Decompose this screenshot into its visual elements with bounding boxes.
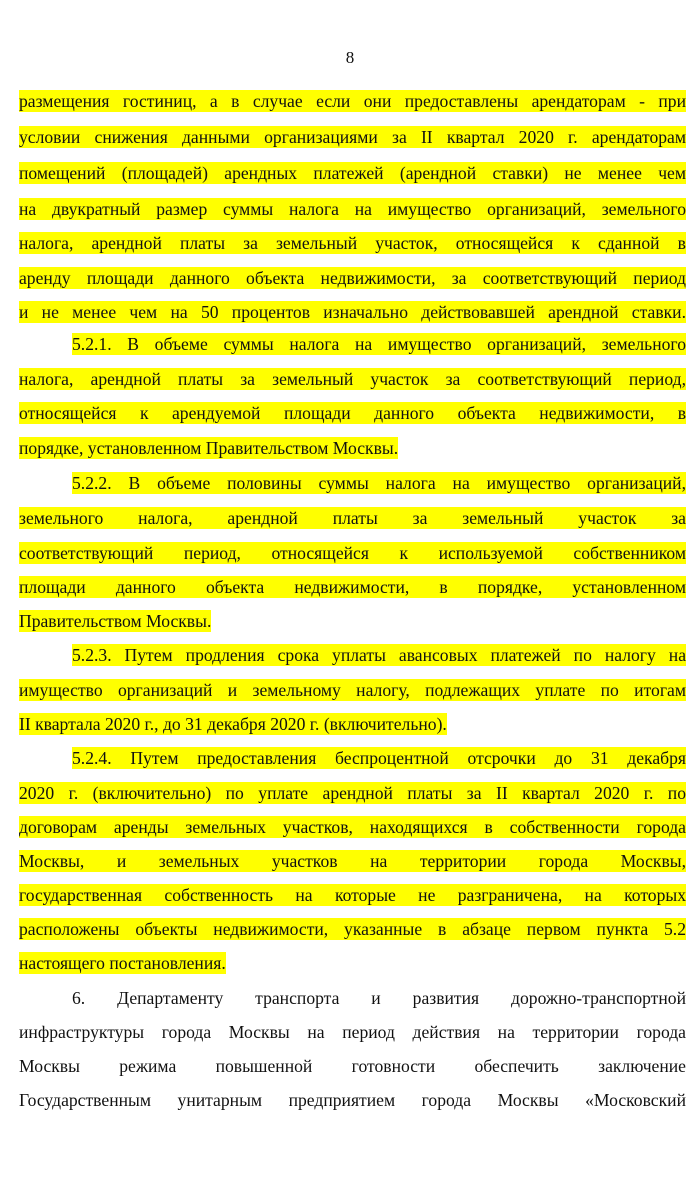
text-line: 2020 г. (включительно) по уплате арендной платы за II квартал 2020 г. по — [19, 783, 686, 803]
text-line: размещения гостиниц, а в случае если они предоставлены арендаторам - при — [19, 91, 686, 111]
text-line: государственная собственность на которые не разграничена, на которых — [19, 885, 686, 905]
text-line: имущество организаций и земельному налогу, подлежащих уплате по итогам — [19, 680, 686, 700]
text-line: 5.2.3. Путем продления срока уплаты авансовых платежей по налогу на — [72, 645, 686, 665]
text-line: Правительством Москвы. — [19, 611, 212, 631]
text-line: земельного налога, арендной платы за земельный участок за — [19, 508, 686, 528]
text-line: налога, арендной платы за земельный участок, относящейся к сданной в — [19, 233, 686, 253]
text-line: 5.2.2. В объеме половины суммы налога на имущество организаций, — [72, 473, 686, 493]
text-line: 5.2.1. В объеме суммы налога на имущество организаций, земельного — [72, 334, 686, 354]
text-line: соответствующий период, относящейся к используемой собственником — [19, 543, 686, 563]
text-line: налога, арендной платы за земельный участок за соответствующий период, — [19, 369, 686, 389]
text-line: 5.2.4. Путем предоставления беспроцентной отсрочки до 31 декабря — [72, 748, 686, 768]
text-line: порядке, установленном Правительством Москвы. — [19, 438, 399, 458]
text-line: инфраструктуры города Москвы на период действия на территории города — [19, 1022, 686, 1042]
text-line: Москвы, и земельных участков на территории города Москвы, — [19, 851, 686, 871]
text-line: аренду площади данного объекта недвижимости, за соответствующий период — [19, 268, 686, 288]
text-line: условии снижения данными организациями за II квартал 2020 г. арендаторам — [19, 127, 686, 147]
text-line: настоящего постановления. — [19, 953, 226, 973]
text-line: II квартала 2020 г., до 31 декабря 2020 г. (включительно). — [19, 714, 447, 734]
text-line: договорам аренды земельных участков, находящихся в собственности города — [19, 817, 686, 837]
text-line: 6. Департаменту транспорта и развития дорожно-транспортной — [72, 988, 686, 1008]
text-line: расположены объекты недвижимости, указанные в абзаце первом пункта 5.2 — [19, 919, 686, 939]
page-number: 8 — [345, 48, 355, 67]
text-line: помещений (площадей) арендных платежей (арендной ставки) не менее чем — [19, 163, 686, 183]
text-line: Государственным унитарным предприятием города Москвы «Московский — [19, 1090, 686, 1110]
text-line: относящейся к арендуемой площади данного объекта недвижимости, в — [19, 403, 686, 423]
text-line: на двукратный размер суммы налога на имущество организаций, земельного — [19, 199, 686, 219]
text-line: площади данного объекта недвижимости, в порядке, установленном — [19, 577, 686, 597]
text-line: и не менее чем на 50 процентов изначально действовавшей арендной ставки. — [19, 302, 686, 322]
text-line: Москвы режима повышенной готовности обеспечить заключение — [19, 1056, 686, 1076]
